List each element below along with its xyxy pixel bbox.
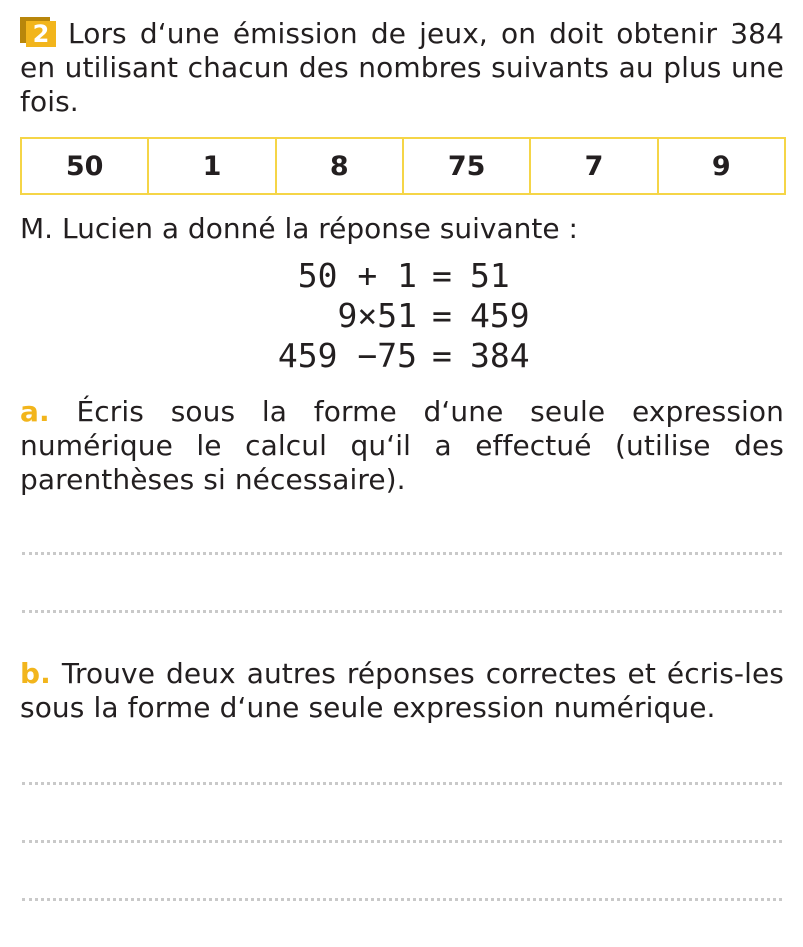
question-a-letter: a. bbox=[20, 395, 50, 428]
calculation-line bbox=[0, 296, 803, 336]
calc-equals: = bbox=[432, 336, 452, 375]
question-b bbox=[20, 657, 784, 725]
answer-line[interactable] bbox=[22, 610, 782, 613]
calc-equals: = bbox=[432, 256, 452, 295]
calc-left: 9×51 bbox=[337, 296, 417, 335]
answer-line[interactable] bbox=[22, 840, 782, 843]
calc-right: 51 bbox=[470, 256, 510, 295]
calc-left: 50 + 1 bbox=[297, 256, 417, 295]
number-cell: 8 bbox=[276, 138, 403, 194]
number-cell: 9 bbox=[658, 138, 785, 194]
number-cell: 75 bbox=[403, 138, 530, 194]
exercise-number: 2 bbox=[26, 21, 56, 47]
calculation-line bbox=[0, 256, 803, 296]
number-cell: 50 bbox=[21, 138, 148, 194]
calculation-line bbox=[0, 336, 803, 376]
question-a bbox=[20, 395, 784, 497]
question-a-text: Écris sous la forme d‘une seule expression numérique le calcul qu‘il a effectué (utilise des parenthèses si nécessaire). bbox=[20, 395, 784, 496]
calc-right: 384 bbox=[470, 336, 530, 375]
question-b-letter: b. bbox=[20, 657, 51, 690]
table-row bbox=[21, 138, 785, 194]
statement-text: Lors d‘une émission de jeux, on doit obtenir 384 en utilisant chacun des nombres suivants au plus une fois. bbox=[20, 17, 784, 118]
numbers-table bbox=[20, 137, 786, 195]
number-cell: 1 bbox=[148, 138, 275, 194]
number-cell: 7 bbox=[530, 138, 657, 194]
exercise-statement bbox=[20, 17, 784, 119]
question-b-text: Trouve deux autres réponses correctes et écris-les sous la forme d‘une seule expression numérique. bbox=[20, 657, 784, 724]
exercise-number-badge bbox=[20, 17, 56, 47]
answer-intro: M. Lucien a donné la réponse suivante : bbox=[20, 212, 578, 245]
answer-line[interactable] bbox=[22, 898, 782, 901]
calc-equals: = bbox=[432, 296, 452, 335]
answer-line[interactable] bbox=[22, 782, 782, 785]
calc-right: 459 bbox=[470, 296, 530, 335]
calc-left: 459 −75 bbox=[277, 336, 417, 375]
answer-line[interactable] bbox=[22, 552, 782, 555]
